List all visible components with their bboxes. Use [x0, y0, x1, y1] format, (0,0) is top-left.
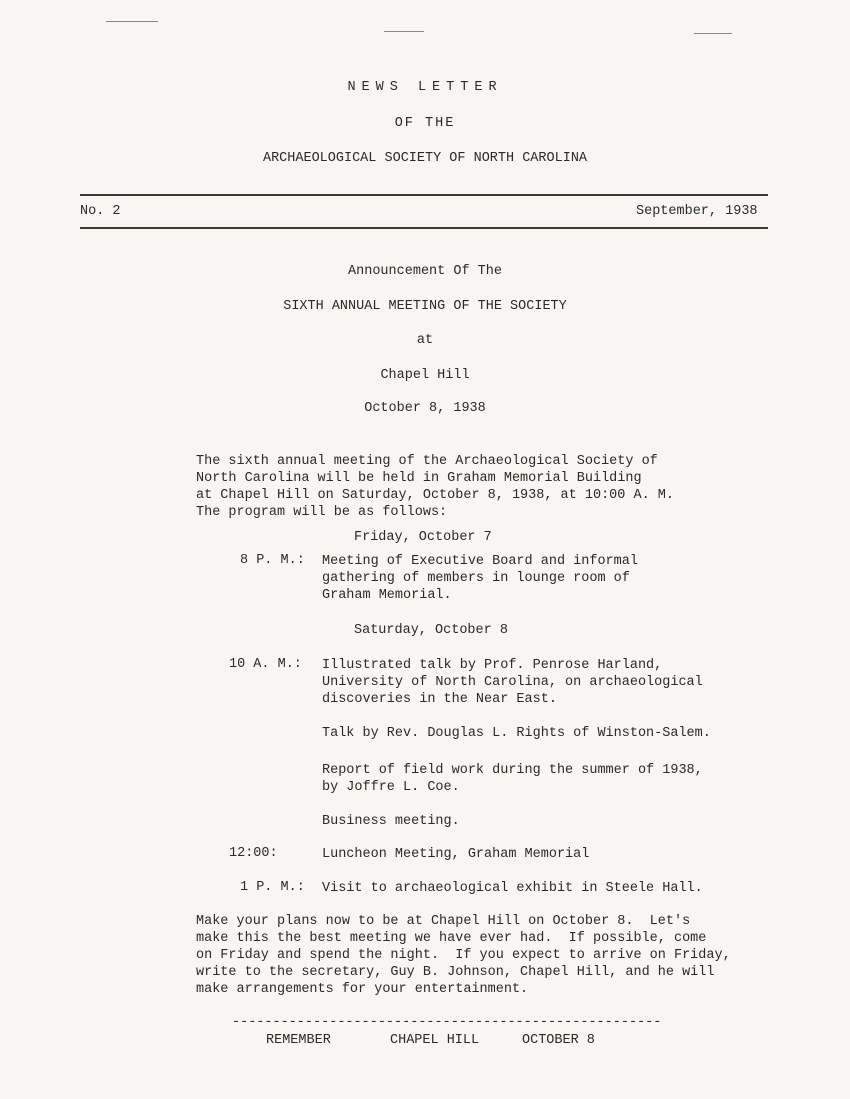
meeting-date: October 8, 1938 — [364, 401, 486, 416]
footer-chapel-hill: CHAPEL HILL — [390, 1033, 480, 1048]
newsletter-subtitle: OF THE — [394, 116, 456, 131]
footer-october: OCTOBER 8 — [522, 1033, 595, 1048]
issue-number: No. 2 — [80, 204, 121, 219]
friday-heading: Friday, October 7 — [354, 530, 492, 545]
friday-time: 8 P. M.: — [240, 553, 305, 568]
issue-date: September, 1938 — [636, 204, 758, 219]
announcement-at: at — [416, 333, 434, 348]
paper-mark — [694, 33, 732, 34]
meeting-location: Chapel Hill — [380, 368, 470, 383]
footer-remember: REMEMBER — [266, 1033, 331, 1048]
program-item: Luncheon Meeting, Graham Memorial — [322, 847, 590, 862]
program-item: Talk by Rev. Douglas L. Rights of Winston-Salem. — [322, 726, 711, 741]
paper-mark — [384, 31, 424, 32]
intro-paragraph: The sixth annual meeting of the Archaeological Society of North Carolina will be held in Graham Memorial Building at Chapel Hill on Saturday, October 8, 1938, at 10:00 A. M. The program will be as follows: — [196, 454, 674, 520]
header-rule-bottom — [80, 227, 768, 229]
closing-paragraph: Make your plans now to be at Chapel Hill on October 8. Let's make this the best meeting we have ever had. If possible, come on Friday and spend the night. If you expect to arrive on Friday, write to the secretary, Guy B. Johnson, Chapel Hill, and he will make arrangements for your entertainment. — [196, 914, 731, 997]
meeting-title: SIXTH ANNUAL MEETING OF THE SOCIETY — [283, 299, 567, 314]
saturday-time-10am: 10 A. M.: — [229, 657, 302, 672]
newsletter-title: NEWS LETTER — [347, 80, 503, 95]
friday-item: Meeting of Executive Board and informal gathering of members in lounge room of Graham Memorial. — [322, 554, 638, 603]
saturday-time-noon: 12:00: — [229, 846, 278, 861]
footer-dashes: ----------------------------------------------------- — [232, 1015, 662, 1030]
program-item: Business meeting. — [322, 814, 460, 829]
program-item: Illustrated talk by Prof. Penrose Harland, University of North Carolina, on archaeological discoveries in the Near East. — [322, 658, 703, 707]
program-item: Visit to archaeological exhibit in Steele Hall. — [322, 881, 703, 896]
program-item: Report of field work during the summer of 1938, by Joffre L. Coe. — [322, 763, 703, 795]
announcement-line: Announcement Of The — [348, 264, 502, 279]
paper-mark — [106, 21, 158, 22]
saturday-heading: Saturday, October 8 — [354, 623, 508, 638]
header-rule-top — [80, 194, 768, 196]
saturday-time-1pm: 1 P. M.: — [240, 880, 305, 895]
society-name: ARCHAEOLOGICAL SOCIETY OF NORTH CAROLINA — [262, 151, 588, 166]
